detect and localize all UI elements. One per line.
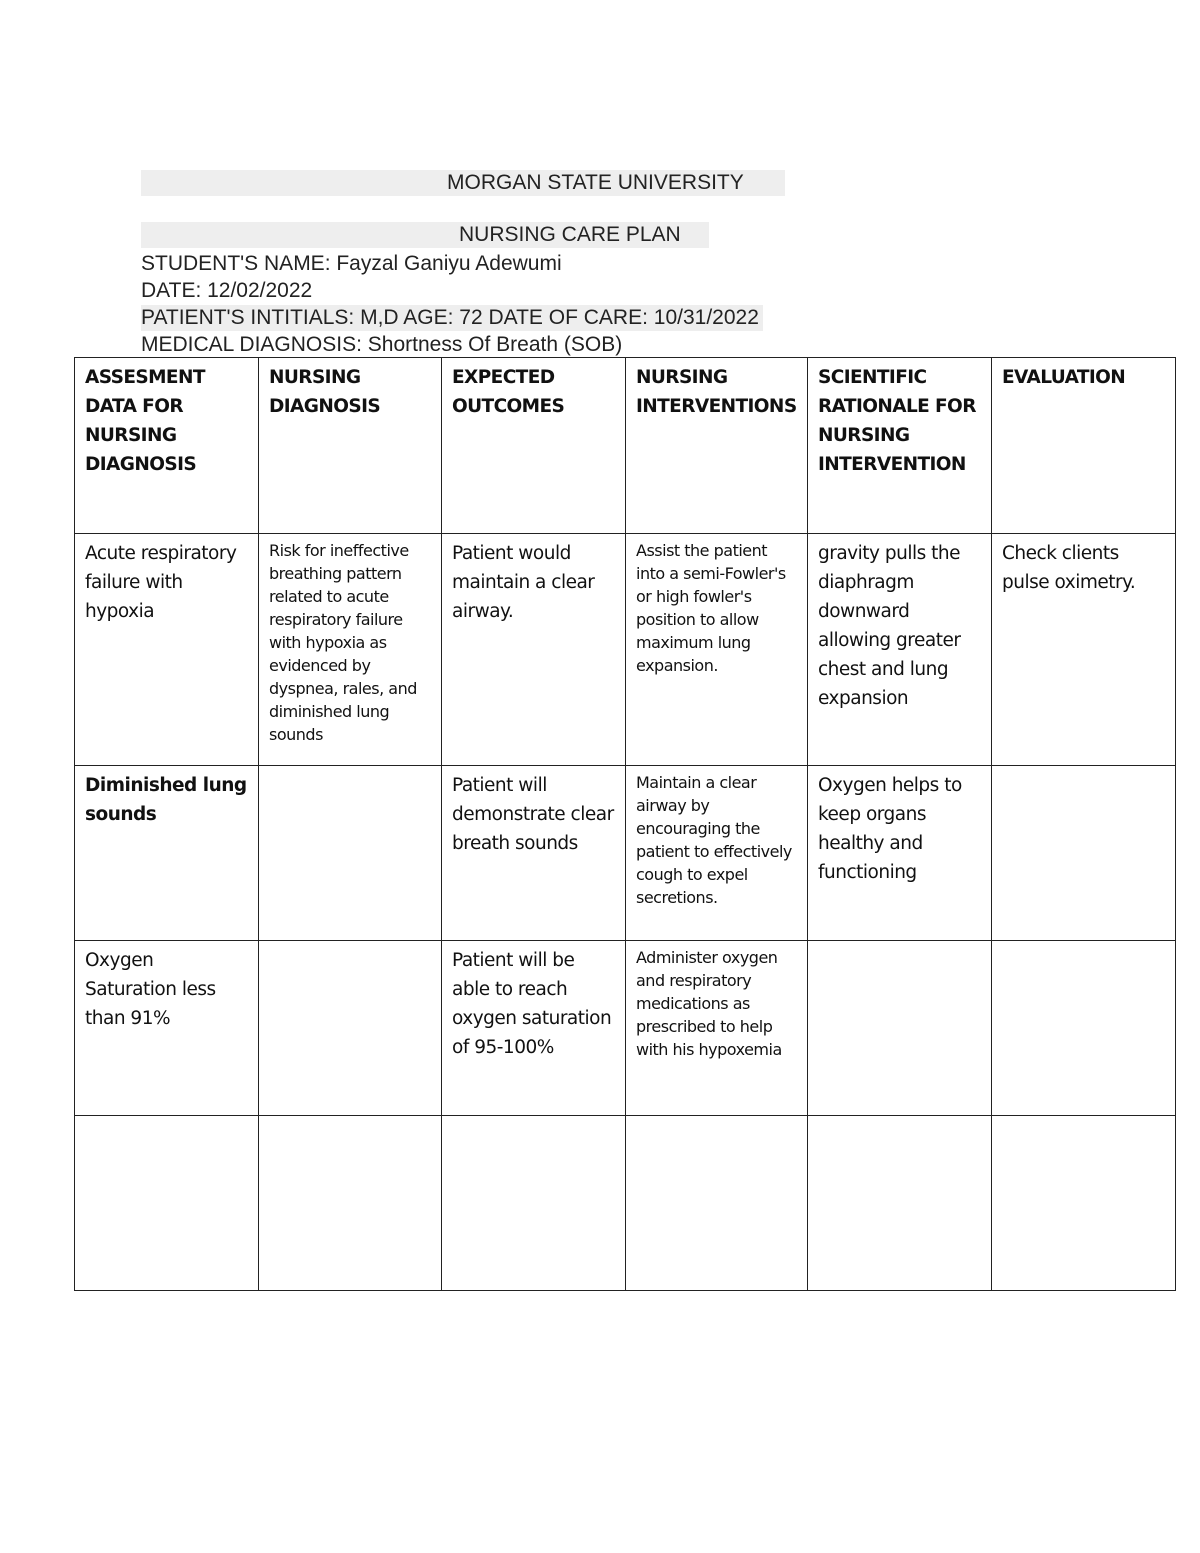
table-cell — [808, 941, 992, 1116]
date-line: DATE: 12/02/2022 — [141, 279, 313, 302]
table-row — [75, 1116, 1176, 1291]
table-cell: Patient would maintain a clear airway. — [442, 534, 626, 766]
table-cell: Diminished lung sounds — [75, 766, 259, 941]
table-cell: Oxygen Saturation less than 91% — [75, 941, 259, 1116]
table-cell: Patient will demonstrate clear breath sounds — [442, 766, 626, 941]
table-cell — [442, 1116, 626, 1291]
table-cell — [992, 1116, 1176, 1291]
medical-diagnosis-line: MEDICAL DIAGNOSIS: Shortness Of Breath (SOB) — [141, 333, 623, 356]
table-cell — [259, 1116, 442, 1291]
column-header-nursing-interventions: NURSING INTERVENTIONS — [626, 358, 808, 534]
table-cell: Administer oxygen and respiratory medications as prescribed to help with his hypoxemia — [626, 941, 808, 1116]
table-cell — [259, 941, 442, 1116]
table-cell: Acute respiratory failure with hypoxia — [75, 534, 259, 766]
table-cell: Risk for ineffective breathing pattern related to acute respiratory failure with hypoxia as evidenced by dyspnea, rales, and diminished lung sounds — [259, 534, 442, 766]
column-header-assessment: ASSESMENT DATA FOR NURSING DIAGNOSIS — [75, 358, 259, 534]
table-row — [75, 941, 1176, 1116]
table-cell: Oxygen helps to keep organs healthy and functioning — [808, 766, 992, 941]
table-cell — [75, 1116, 259, 1291]
table-cell — [992, 941, 1176, 1116]
table-cell: Patient will be able to reach oxygen saturation of 95-100% — [442, 941, 626, 1116]
student-name-line: STUDENT'S NAME: Fayzal Ganiyu Adewumi — [141, 252, 562, 275]
column-header-expected-outcomes: EXPECTED OUTCOMES — [442, 358, 626, 534]
table-cell: Assist the patient into a semi-Fowler's or high fowler's position to allow maximum lung expansion. — [626, 534, 808, 766]
table-cell — [808, 1116, 992, 1291]
table-row — [75, 534, 1176, 766]
university-title — [141, 170, 785, 196]
table-cell — [992, 766, 1176, 941]
care-plan-title — [141, 222, 709, 248]
table-row — [75, 766, 1176, 941]
column-header-evaluation: EVALUATION — [992, 358, 1176, 534]
table-cell: Check clients pulse oximetry. — [992, 534, 1176, 766]
column-header-scientific-rationale: SCIENTIFIC RATIONALE FOR NURSING INTERVENTION — [808, 358, 992, 534]
table-cell — [626, 1116, 808, 1291]
table-cell — [259, 766, 442, 941]
column-header-nursing-diagnosis: NURSING DIAGNOSIS — [259, 358, 442, 534]
table-header-row — [75, 358, 1176, 534]
patient-info-line: PATIENT'S INTITIALS: M,D AGE: 72 DATE OF CARE: 10/31/2022 — [141, 305, 763, 331]
university-title-text: MORGAN STATE UNIVERSITY — [447, 171, 744, 194]
nursing-care-plan-table — [74, 357, 1176, 1291]
care-plan-title-text: NURSING CARE PLAN — [459, 223, 681, 246]
table-cell: gravity pulls the diaphragm downward allowing greater chest and lung expansion — [808, 534, 992, 766]
table-cell: Maintain a clear airway by encouraging the patient to effectively cough to expel secretions. — [626, 766, 808, 941]
